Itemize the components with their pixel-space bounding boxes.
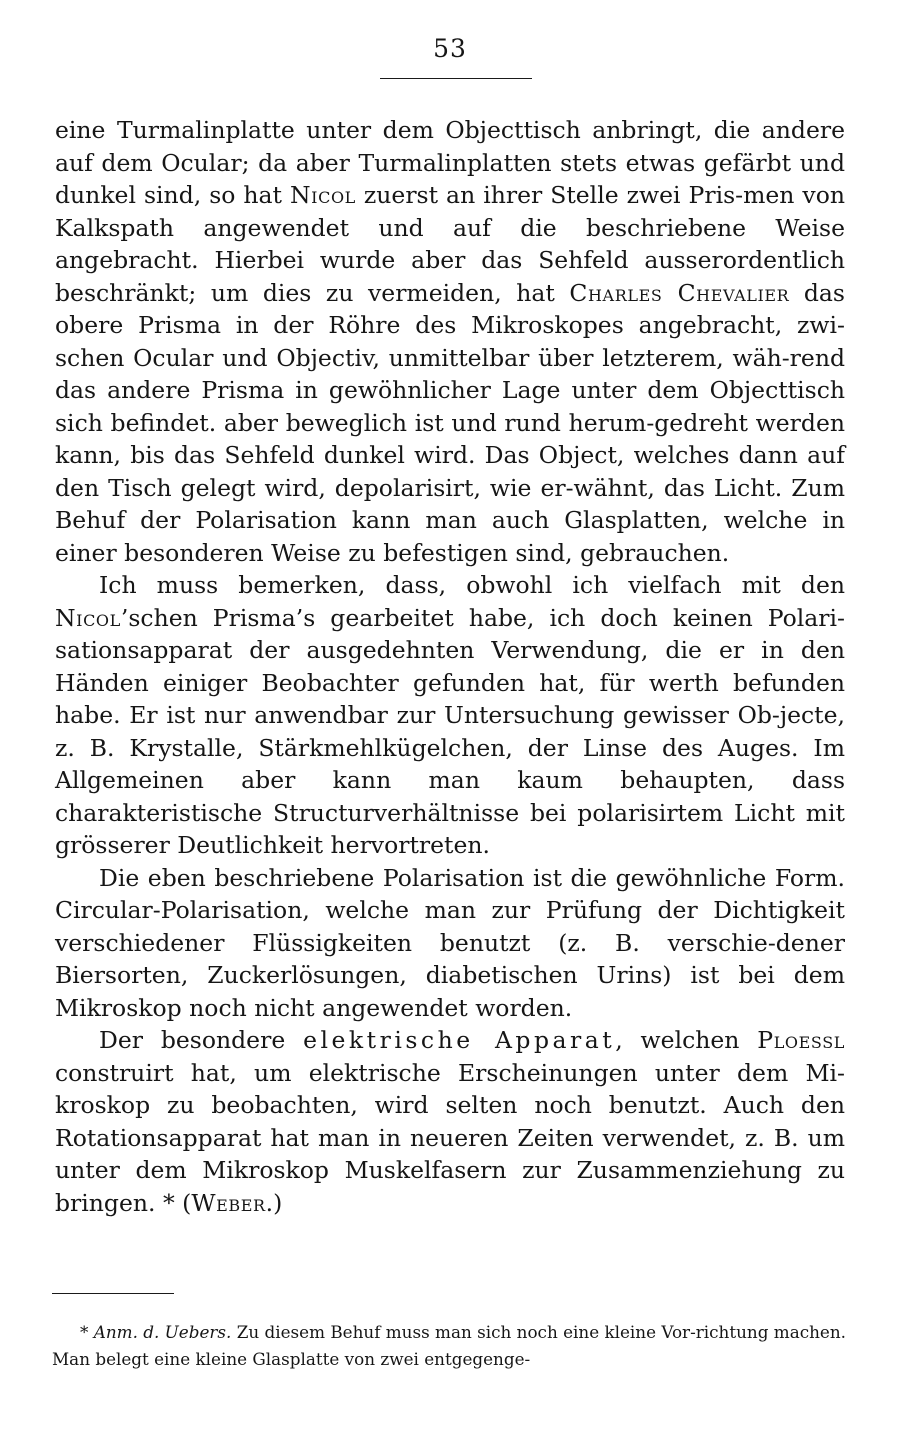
body-text — [55, 114, 845, 1219]
paragraph-3: Die eben beschriebene Polarisation ist die gewöhnliche Form. Circular-Polarisation, welche man zur Prüfung der Dichtigkeit verschiedener Flüssigkeiten benutzt (z. B. verschie-dener Biersorten, Zuckerlösungen, diabetischen Urins) ist bei dem Mikroskop noch nicht angewendet worden. — [55, 863, 845, 1022]
paragraph-1-text-a: eine Turmalinplatte unter dem Objecttisch anbringt, die andere auf dem Ocular; da aber Turmalinplatten stets etwas gefärbt und dunkel sind, so hat — [55, 116, 845, 209]
author-name-chevalier: Charles Chevalier — [569, 278, 790, 307]
spaced-emphasis: elektrische Apparat — [303, 1026, 616, 1054]
paragraph-1-text-c: das obere Prisma in der Röhre des Mikroskopes angebracht, zwi-schen Ocular und Objectiv, unmittelbar über letzterem, wäh-rend das andere Prisma in gewöhnlicher Lage unter dem Objecttisch sich befindet. aber beweglich ist und rund herum-gedreht werden kann, bis das Sehfeld dunkel wird. Das Object, welches dann auf den Tisch gelegt wird, depolarisirt, wie er-wähnt, das Licht. Zum Behuf der Polarisation kann man auch Glasplatten, welche in einer besonderen Weise zu befestigen sind, gebrauchen. — [55, 278, 845, 567]
paragraph-1 — [55, 114, 845, 569]
footnote-paragraph — [52, 1319, 846, 1373]
paragraph-4-text-c: construirt hat, um elektrische Erscheinungen unter dem Mi-kroskop zu beobachten, wird selten noch benutzt. Auch den Rotationsapparat hat man in neueren Zeiten verwendet, z. B. um unter dem Mikroskop Muskelfasern zur Zusammenziehung zu bringen. * ( — [55, 1058, 845, 1217]
paragraph-4-text-b: , welchen — [615, 1026, 758, 1054]
footnote-marker: * — [80, 1322, 94, 1342]
author-name-nicol: Nicol — [290, 181, 356, 209]
author-name-weber: Weber — [191, 1188, 266, 1217]
footnote-rule — [52, 1293, 174, 1294]
author-name-nicol-2: Nicol — [55, 603, 121, 632]
paragraph-4 — [55, 1024, 845, 1219]
author-name-ploessl: Ploessl — [757, 1026, 845, 1054]
page-number: 53 — [433, 34, 467, 63]
paragraph-2-text-a: Ich muss bemerken, dass, obwohl ich vielfach mit den — [99, 571, 845, 599]
paragraph-4-text-d: .) — [265, 1188, 283, 1217]
paragraph-1-text-b: zuerst an ihrer Stelle zwei Pris-men von Kalkspath angewendet und auf die beschriebene Weise angebracht. Hierbei wurde aber das Sehfeld ausserordentlich beschränkt; um dies zu vermeiden, hat — [55, 181, 845, 307]
paragraph-2-text-b: ’schen Prisma’s gearbeitet habe, ich doch keinen Polari-sationsapparat der ausgedehnten Verwendung, die er in den Händen einiger Beobachter gefunden hat, für werth befunden habe. Er ist nur anwendbar zur Untersuchung gewisser Ob-jecte, z. B. Krystalle, Stärkmehlkügelchen, der Linse des Auges. Im Allgemeinen aber kann man kaum behaupten, dass charakteristische Structurverhältnisse bei polarisirtem Licht mit grösserer Deutlichkeit hervortreten. — [55, 603, 845, 859]
header-rule — [380, 78, 532, 79]
paragraph-4-text-a: Der besondere — [99, 1026, 304, 1054]
footnote-abbreviation: Anm. d. Uebers. — [93, 1322, 232, 1342]
paragraph-2 — [55, 569, 845, 862]
footnote-text: Zu diesem Behuf muss man sich noch eine kleine Vor-richtung machen. Man belegt eine kleine Glasplatte von zwei entgegenge- — [52, 1322, 846, 1369]
footnote — [52, 1319, 846, 1373]
